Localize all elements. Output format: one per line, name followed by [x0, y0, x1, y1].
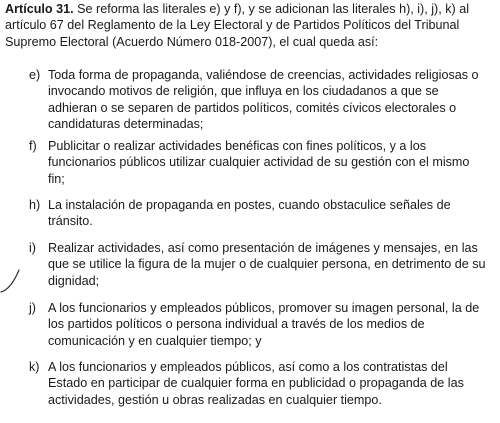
article-intro-text: Se reforma las literales e) y f), y se adicionan las literales h), i), j), k) al artículo 67 del Reglamento de la Ley Electoral y de Partidos Políticos del Tribunal Supremo Electoral (Acuerdo Número 018-2007), el cual queda así: [5, 2, 470, 49]
literal-text: A los funcionarios y empleados públicos, así como a los contratistas del Estado en participar de cualquier forma en publicidad o propaganda de las actividades, gestión u obras realizadas en cualquier tiempo. [48, 360, 464, 407]
literal-letter: k) [29, 360, 40, 374]
literal-letter: j) [29, 301, 36, 315]
literal-letter: h) [29, 198, 41, 212]
literal-letter: f) [29, 139, 37, 153]
article-label: Artículo 31. [5, 2, 74, 16]
literal-text: Toda forma de propaganda, valiéndose de creencias, actividades religiosas o invocando motivos de religión, que influya en los ciudadanos a que se adhieran o se separen de partidos políticos, comités cívicos electorales o candidaturas determinadas; [48, 68, 479, 132]
literal-text: A los funcionarios y empleados públicos, promover su imagen personal, la de los partidos políticos o persona individual a través de los medios de comunicación y en cualquier tiempo; y [48, 301, 480, 348]
handwritten-checkmark-icon [0, 268, 22, 294]
literal-text: Publicitar o realizar actividades benéficas con fines políticos, y a los funcionarios públicos utilizar cualquier actividad de su gestión con el mismo fin; [48, 139, 470, 186]
literal-text: Realizar actividades, así como presentación de imágenes y mensajes, en las que se utilice la figura de la mujer o de cualquier persona, en detrimento de su dignidad; [48, 241, 486, 288]
literal-letter: e) [29, 68, 41, 82]
literal-letter: i) [29, 241, 36, 255]
literal-text: La instalación de propaganda en postes, cuando obstaculice señales de tránsito. [48, 198, 451, 229]
article-intro [5, 1, 495, 50]
